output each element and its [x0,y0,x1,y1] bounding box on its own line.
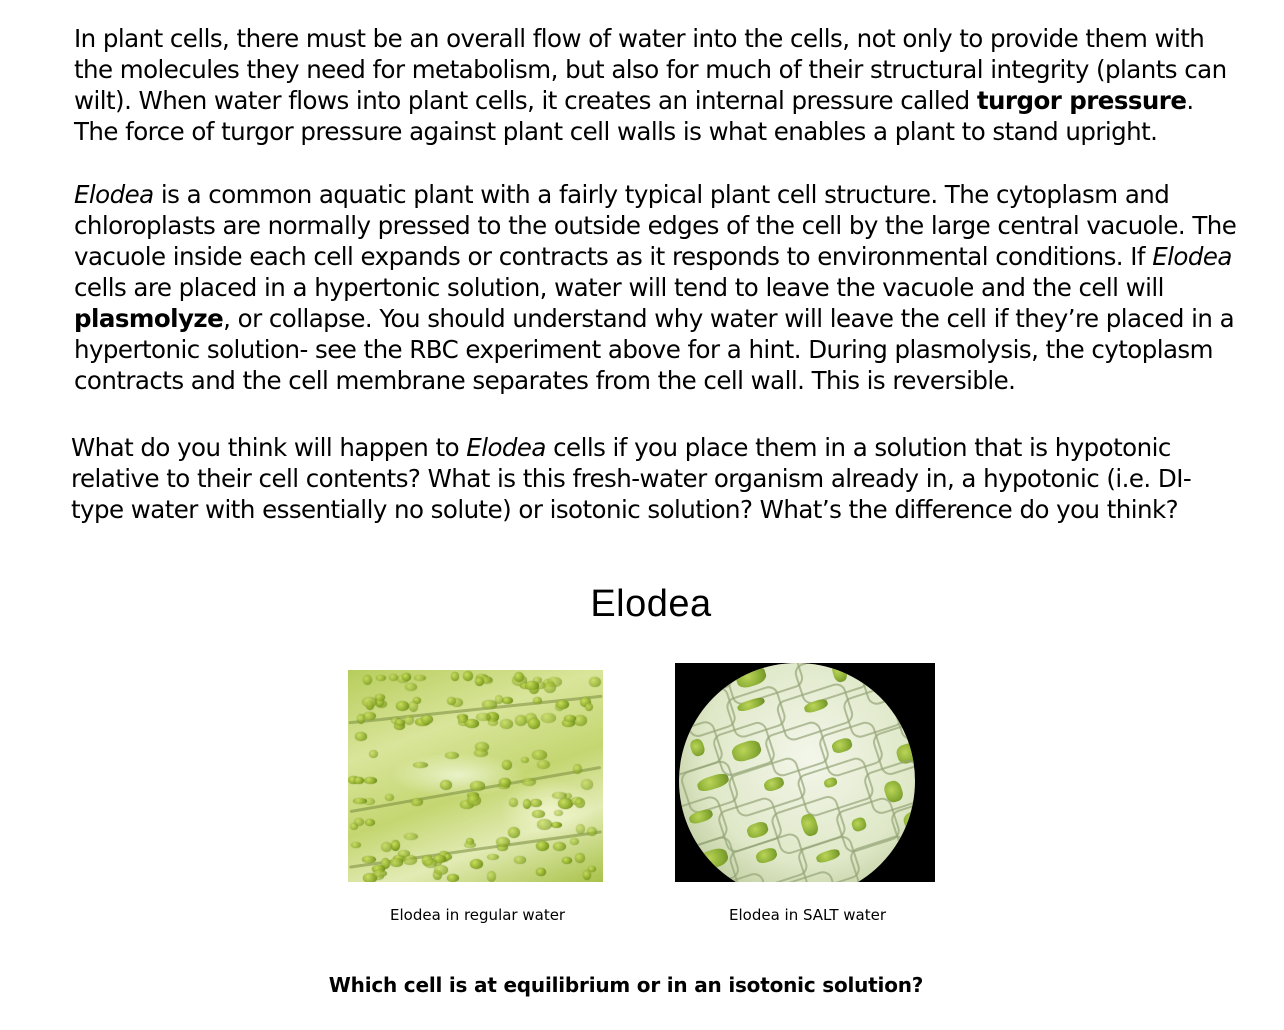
chloroplast [552,792,567,799]
chloroplast [587,827,596,836]
text-line: In plant cells, there must be an overall flow of water into the cells, not only to provide them with [74,24,1205,53]
isotonic-question: Which cell is at equilibrium or in an isotonic solution? [328,973,924,997]
chloroplast [573,764,582,774]
chloroplast [556,700,569,709]
microscope-field [679,663,915,882]
chloroplast [376,675,386,682]
chloroplast [487,871,496,881]
chloroplast [440,780,452,791]
text-line [74,241,1244,272]
chloroplast [530,799,542,808]
chloroplast [544,682,556,692]
chloroplast [470,859,483,869]
chloroplast [413,762,428,768]
elodea-regular-water-image [348,670,603,882]
chloroplast [445,752,459,759]
text-run: wilt). When water flows into plant cells, it creates an internal pressure called [74,86,977,115]
chloroplast [362,697,376,708]
chloroplast [509,798,518,806]
chloroplast [396,701,410,711]
text-run: . [1186,86,1194,115]
chloroplast [365,819,375,826]
chloroplast [404,715,414,725]
text-run: cells if you place them in a solution that is hypotonic [545,433,1171,462]
chloroplast [434,865,448,875]
chloroplast [373,870,387,877]
elodea-salt-water-image [675,663,935,882]
chloroplast [354,777,363,784]
chloroplast [589,677,600,688]
chloroplast [424,859,437,868]
chloroplast [562,857,572,864]
chloroplast [381,842,392,852]
figure-title: Elodea [590,583,712,625]
caption-salt-water: Elodea in SALT water [729,906,886,924]
chloroplast [351,842,361,849]
chloroplast [363,675,372,685]
text-run: , or collapse. You should understand why water will leave the cell if they’re placed in a [223,304,1235,333]
chloroplast [487,854,499,861]
term-elodea: Elodea [74,180,154,209]
chloroplast [411,798,423,806]
chloroplast [499,778,510,788]
chloroplast [389,674,398,681]
text-line: cells are placed in a hypertonic solution, water will tend to leave the vacuole and the cell will [74,273,1164,302]
caption-regular-water: Elodea in regular water [390,906,566,924]
chloroplast [570,838,578,845]
chloroplast [390,858,404,867]
chloroplast [476,713,491,720]
chloroplast [521,757,529,764]
chloroplast [532,810,545,819]
chloroplast [451,672,460,681]
chloroplast [465,719,479,728]
chloroplast [574,715,587,726]
chloroplast [409,701,419,712]
chloroplast [575,853,585,863]
chloroplast [357,714,365,725]
chloroplast [496,837,510,848]
chloroplast [522,778,536,786]
text-line [74,179,1244,210]
text-line [74,85,1244,116]
term-elodea: Elodea [1152,242,1232,271]
chloroplast [421,715,433,724]
chloroplast [541,713,556,722]
chloroplast [514,856,526,863]
paragraph-elodea [74,179,1244,396]
text-line: The force of turgor pressure against plant cell walls is what enables a plant to stand upright. [74,117,1158,146]
chloroplast [536,841,549,851]
chloroplast [553,842,566,851]
chloroplast [554,810,563,817]
chloroplast [447,874,459,882]
chloroplast [405,683,417,691]
chloroplast [385,794,394,801]
chloroplast [391,840,399,851]
chloroplast [404,833,418,840]
chloroplast [463,671,473,682]
text-line: chloroplasts are normally pressed to the outside edges of the cell by the large central vacuole. The [74,211,1237,240]
chloroplast [355,732,366,740]
chloroplast [523,799,531,809]
text-line [74,303,1244,334]
chloroplast [467,795,481,806]
chloroplast [537,760,550,769]
chloroplast [576,824,585,834]
paragraph-questions [71,432,1241,525]
chloroplast [403,855,416,864]
chloroplast [353,798,367,804]
text-run: vacuole inside each cell expands or contracts as it responds to environmental conditions. If [74,242,1153,271]
chloroplast [482,700,496,708]
chloroplast [500,719,514,729]
chloroplast [508,827,520,838]
term-plasmolyze: plasmolyze [74,304,224,333]
chloroplast [369,750,378,758]
text-run: is a common aquatic plant with a fairly typical plant cell structure. The cytoplasm and [153,180,1170,209]
text-line: type water with essentially no solute) or isotonic solution? What’s the difference do you think? [71,495,1179,524]
text-line: contracts and the cell membrane separates from the cell wall. This is reversible. [74,366,1016,395]
chloroplast [470,781,484,790]
chloroplast [537,819,552,829]
chloroplast [414,675,426,681]
text-run: What do you think will happen to [71,433,467,462]
chloroplast [536,868,546,877]
chloroplast [402,673,411,680]
paragraph-turgor [74,23,1244,147]
term-elodea: Elodea [466,433,546,462]
chloroplast [475,677,484,686]
chloroplast [488,719,498,726]
chloroplast [364,777,378,784]
chloroplast [575,798,586,808]
chloroplast [502,697,513,704]
chloroplast [474,749,487,757]
chloroplast [532,750,546,760]
chloroplast [447,697,456,705]
chloroplast [362,856,376,863]
chloroplast [350,823,358,830]
text-line: the molecules they need for metabolism, but also for much of their structural integrity (plants can [74,55,1227,84]
chloroplast [398,850,410,857]
chloroplast [528,718,539,729]
term-turgor-pressure: turgor pressure [976,86,1187,115]
chloroplast [583,870,592,880]
chloroplast [502,760,512,770]
chloroplast [375,694,385,700]
text-line [71,432,1241,463]
chloroplast [585,703,593,711]
chloroplast [551,822,562,828]
text-line: hypertonic solution- see the RBC experiment above for a hint. During plasmolysis, the cytoplasm [74,335,1213,364]
chloroplast [581,779,593,789]
text-line: relative to their cell contents? What is this fresh-water organism already in, a hypotonic (i.e. DI- [71,464,1192,493]
